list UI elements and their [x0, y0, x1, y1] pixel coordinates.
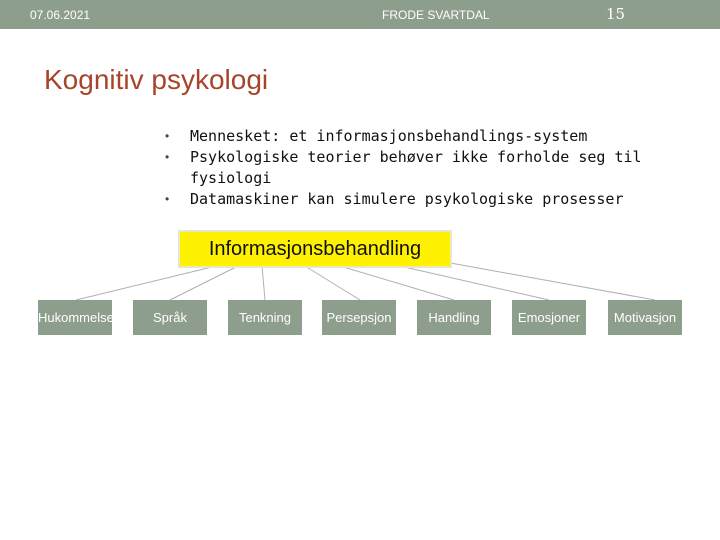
- connector-line: [305, 266, 360, 300]
- bullet-icon: •: [165, 129, 170, 143]
- bullet-text: Datamaskiner kan simulere psykologiske prosesser: [190, 190, 624, 208]
- connector-line: [262, 266, 265, 300]
- connector-line: [340, 266, 454, 300]
- connector-line: [170, 266, 238, 300]
- diagram-node-persepsjon: Persepsjon: [322, 300, 396, 335]
- slide-page-number: 15: [606, 5, 626, 23]
- diagram-node-handling: Handling: [417, 300, 491, 335]
- diagram-node-tenkning: Tenkning: [228, 300, 302, 335]
- bullet-icon: •: [165, 150, 170, 164]
- bullet-icon: •: [165, 192, 170, 206]
- diagram-node-sprak: Språk: [133, 300, 207, 335]
- slide-date: 07.06.2021: [30, 8, 91, 22]
- slide-title: Kognitiv psykologi: [44, 64, 269, 95]
- connector-line: [445, 262, 655, 300]
- diagram-node-hukommelse: Hukommelse: [38, 300, 112, 335]
- diagram-node-motivasjon: Motivasjon: [608, 300, 682, 335]
- connector-line: [400, 266, 549, 300]
- bullet-text: Psykologiske teorier behøver ikke forholde seg til fysiologi: [190, 148, 642, 187]
- diagram-node-emosjoner: Emosjoner: [512, 300, 586, 335]
- diagram-root-node: Informasjonsbehandling: [178, 230, 452, 268]
- slide-author: FRODE SVARTDAL: [382, 8, 490, 22]
- bullet-text: Mennesket: et informasjonsbehandlings-system: [190, 127, 588, 145]
- connector-line: [76, 266, 216, 300]
